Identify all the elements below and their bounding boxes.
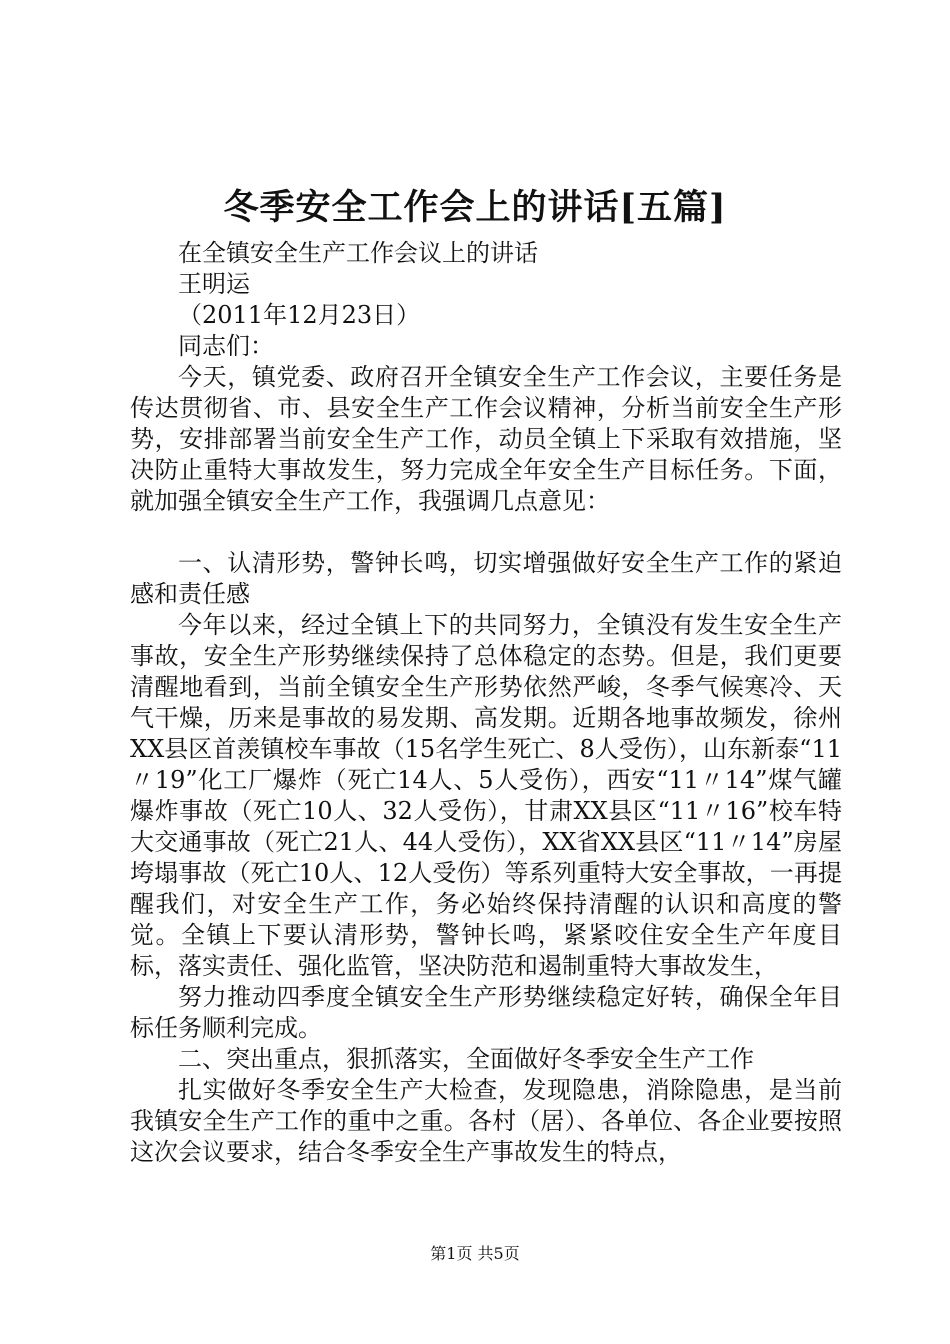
paragraph-goal: 努力推动四季度全镇安全生产形势继续稳定好转，确保全年目标任务顺利完成。 — [130, 983, 842, 1042]
section-heading-1: 一、认清形势，警钟长鸣，切实增强做好安全生产工作的紧迫感和责任感 — [130, 549, 842, 608]
salutation: 同志们： — [178, 332, 274, 360]
paragraph-situation: 今年以来，经过全镇上下的共同努力，全镇没有发生安全生产事故，安全生产形势继续保持了总体稳定的态势。但是，我们更要清醒地看到，当前全镇安全生产形势依然严峻，冬季气候寒冷、天气干燥，历来是事故的易发期、高发期。近期各地事故频发，徐州XX县区首羡镇校车事故（15名学生死亡、8人受伤），山东新泰“11〃19”化工厂爆炸（死亡14人、5人受伤），西安“11〃14”煤气罐爆炸事故（死亡10人、32人受伤），甘肃XX县区“11〃16”校车特大交通事故（死亡21人、44人受伤），XX省XX县区“11〃14”房屋垮塌事故（死亡10人、12人受伤）等系列重特大安全事故，一再提醒我们，对安全生产工作，务必始终保持清醒的认识和高度的警觉。全镇上下要认清形势，警钟长鸣，紧紧咬住安全生产年度目标，落实责任、强化监管，坚决防范和遏制重特大事故发生， — [130, 611, 842, 980]
page-footer: 第1页 共5页 — [430, 1244, 520, 1263]
section-heading-2: 二、突出重点，狠抓落实，全面做好冬季安全生产工作 — [178, 1045, 754, 1073]
speech-date: （2011年12月23日） — [178, 301, 421, 329]
speech-title: 在全镇安全生产工作会议上的讲话 — [178, 239, 538, 267]
paragraph-spacer — [130, 517, 842, 548]
paragraph-inspection: 扎实做好冬季安全生产大检查，发现隐患，消除隐患，是当前我镇安全生产工作的重中之重。各村（居）、各单位、各企业要按照这次会议要求，结合冬季安全生产事故发生的特点， — [130, 1076, 842, 1166]
document-body — [130, 238, 842, 1168]
document-title: 冬季安全工作会上的讲话[五篇] — [223, 187, 727, 228]
paragraph-intro: 今天，镇党委、政府召开全镇安全生产工作会议，主要任务是传达贯彻省、市、县安全生产工作会议精神，分析当前安全生产形势，安排部署当前安全生产工作，动员全镇上下采取有效措施，坚决防止重特大事故发生，努力完成全年安全生产目标任务。下面，就加强全镇安全生产工作，我强调几点意见： — [130, 363, 842, 515]
speaker-name: 王明运 — [178, 270, 250, 298]
